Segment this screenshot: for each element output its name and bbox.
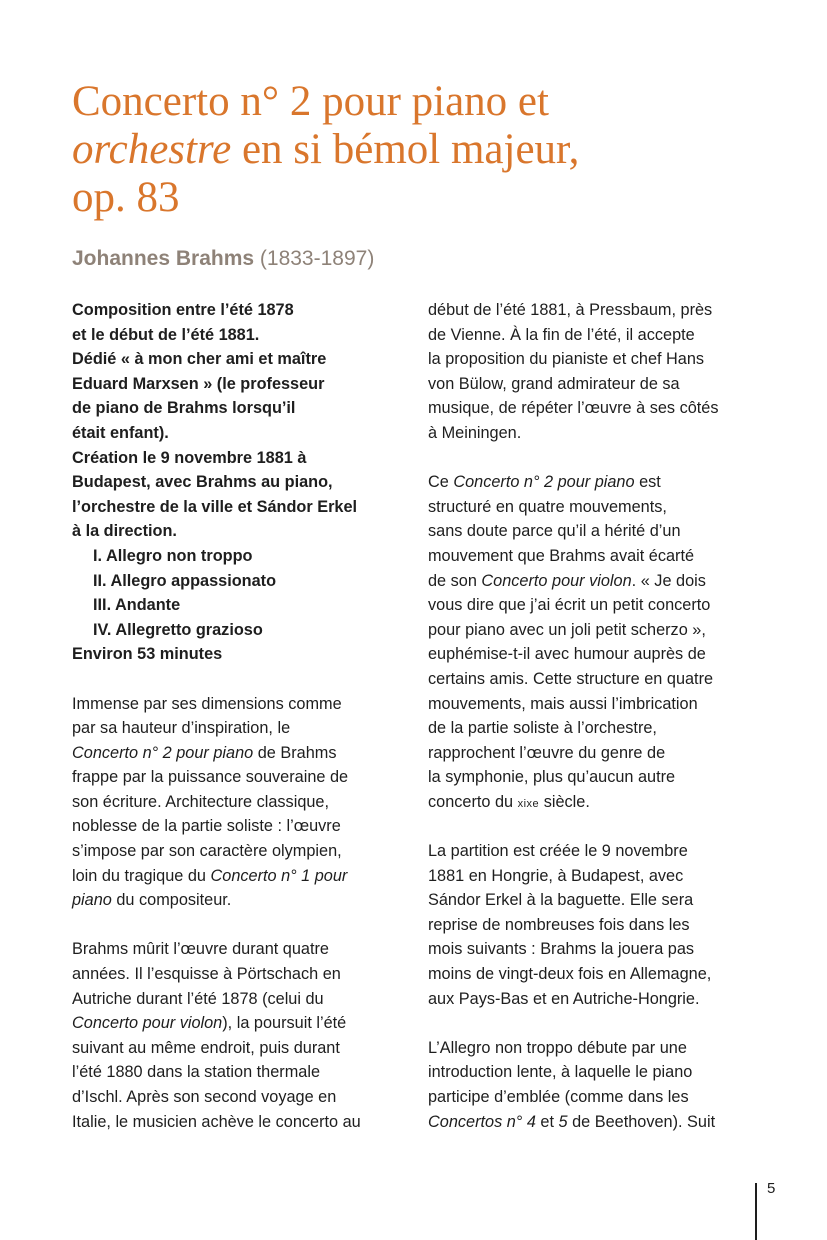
composer-heading	[72, 246, 374, 272]
text-line: d’Ischl. Après son second voyage en	[72, 1088, 337, 1106]
info-line: Dédié « à mon cher ami et maître	[72, 350, 327, 369]
text-line: vous dire que j’ai écrit un petit concerto	[428, 596, 711, 615]
title-line-1: Concerto n° 2 pour piano et	[72, 78, 549, 125]
work-title: Concertos n° 4	[428, 1112, 536, 1131]
text-line: euphémise-t-il avec humour auprès de	[428, 645, 706, 664]
page-number-rule	[755, 1183, 757, 1240]
text-line: L’Allegro non troppo débute par une	[428, 1038, 687, 1057]
text-line: à Meiningen.	[428, 423, 522, 442]
text-line	[428, 790, 758, 815]
text-line: Brahms mûrit l’œuvre durant quatre	[72, 940, 329, 959]
left-column	[72, 298, 402, 1134]
movement-item: IV. Allegretto grazioso	[93, 620, 263, 639]
text-fragment: concerto du	[428, 792, 518, 811]
text-line: suivant au même endroit, puis durant	[72, 1038, 340, 1057]
text-line: l’été 1880 dans la station thermale	[72, 1063, 320, 1082]
text-line: sans doute parce qu’il a hérité d’un	[428, 522, 681, 541]
paragraph-genesis	[72, 937, 402, 1134]
text-fragment: et	[535, 1112, 559, 1131]
info-line: à la direction.	[72, 522, 177, 541]
text-line: noblesse de la partie soliste : l’œuvre	[72, 817, 341, 836]
text-line: frappe par la puissance souveraine de	[72, 768, 349, 787]
info-line: Eduard Marxsen » (le professeur	[72, 374, 325, 393]
paragraph-structure	[428, 470, 758, 814]
paragraph-premiere	[428, 839, 758, 1011]
text-line: son écriture. Architecture classique,	[72, 792, 330, 811]
work-title: Concerto n° 2 pour piano	[72, 743, 254, 762]
text-line: moins de vingt-deux fois en Allemagne,	[428, 965, 712, 984]
work-title: 5	[558, 1112, 568, 1131]
text-line: Italie, le musicien achève le concerto au	[72, 1112, 361, 1131]
info-line: de piano de Brahms lorsqu’il	[72, 399, 296, 418]
composer-dates: (1833-1897)	[259, 247, 375, 270]
text-fragment: est	[634, 473, 661, 492]
movement-item: II. Allegro appassionato	[93, 571, 277, 590]
work-title: Concerto pour violon	[481, 571, 632, 590]
text-line: années. Il l’esquisse à Pörtschach en	[72, 965, 341, 984]
text-line: mouvements, mais aussi l’imbrication	[428, 694, 698, 713]
text-line: mois suivants : Brahms la jouera pas	[428, 940, 695, 959]
info-block	[72, 298, 402, 667]
info-line: Budapest, avec Brahms au piano,	[72, 473, 333, 492]
work-title: Concerto pour violon	[72, 1014, 223, 1033]
title-line-3: op. 83	[72, 174, 180, 221]
text-line: par sa hauteur d’inspiration, le	[72, 719, 291, 738]
title-italic-word: orchestre	[72, 126, 232, 173]
text-line: 1881 en Hongrie, à Budapest, avec	[428, 866, 684, 885]
text-line: de la partie soliste à l’orchestre,	[428, 719, 657, 738]
text-line: Autriche durant l’été 1878 (celui du	[72, 989, 324, 1008]
text-line: certains amis. Cette structure en quatre	[428, 669, 714, 688]
text-fragment: du compositeur.	[111, 891, 232, 910]
paragraph-completion	[428, 298, 758, 446]
text-fragment: . « Je dois	[631, 571, 706, 590]
text-line: la proposition du pianiste et chef Hans	[428, 350, 705, 369]
text-line: Sándor Erkel à la baguette. Elle sera	[428, 891, 694, 910]
right-column	[428, 298, 758, 1134]
text-line: structuré en quatre mouvements,	[428, 497, 667, 516]
text-line	[72, 864, 402, 889]
text-line: von Bülow, grand admirateur de sa	[428, 374, 680, 393]
text-line: Immense par ses dimensions comme	[72, 694, 342, 713]
text-fragment: loin du tragique du	[72, 866, 211, 885]
page-number: 5	[767, 1180, 776, 1197]
page-title	[72, 78, 772, 222]
text-line: mouvement que Brahms avait écarté	[428, 546, 695, 565]
text-line: s’impose par son caractère olympien,	[72, 842, 342, 861]
text-line	[72, 888, 402, 913]
text-fragment: de Beethoven). Suit	[567, 1112, 716, 1131]
text-line: la symphonie, plus qu’aucun autre	[428, 768, 676, 787]
text-fragment: de son	[428, 571, 482, 590]
movement-item: III. Andante	[93, 596, 181, 615]
info-line: était enfant).	[72, 423, 169, 442]
text-line: La partition est créée le 9 novembre	[428, 842, 688, 861]
text-line: rapprochent l’œuvre du genre de	[428, 743, 666, 762]
paragraph-allegro	[428, 1036, 758, 1134]
work-title: Concerto n° 1 pour	[210, 866, 348, 885]
info-line: Création le 9 novembre 1881 à	[72, 448, 307, 467]
text-line: reprise de nombreuses fois dans les	[428, 915, 690, 934]
text-line	[72, 1011, 402, 1036]
text-fragment: ), la poursuit l’été	[222, 1014, 347, 1033]
text-line	[428, 569, 758, 594]
info-line: et le début de l’été 1881.	[72, 325, 260, 344]
duration: Environ 53 minutes	[72, 645, 223, 664]
movement-item: I. Allegro non troppo	[93, 546, 253, 565]
text-line: aux Pays-Bas et en Autriche-Hongrie.	[428, 989, 700, 1008]
text-line	[428, 1110, 758, 1135]
text-line: introduction lente, à laquelle le piano	[428, 1063, 693, 1082]
info-line: l’orchestre de la ville et Sándor Erkel	[72, 497, 358, 516]
work-title: Concerto n° 2 pour piano	[453, 473, 635, 492]
text-line	[72, 741, 402, 766]
text-line: de Vienne. À la fin de l’été, il accepte	[428, 325, 695, 344]
text-line: pour piano avec un joli petit scherzo »,	[428, 620, 706, 639]
composer-name: Johannes Brahms	[72, 247, 255, 270]
text-fragment: Ce	[428, 473, 454, 492]
text-line: participe d’emblée (comme dans les	[428, 1088, 689, 1106]
title-line-2	[72, 126, 772, 174]
paragraph-intro	[72, 692, 402, 913]
text-line	[428, 470, 758, 495]
text-fragment: de Brahms	[253, 743, 337, 762]
text-line: début de l’été 1881, à Pressbaum, près	[428, 301, 713, 319]
text-line: musique, de répéter l’œuvre à ses côtés	[428, 399, 719, 418]
text-fragment: siècle.	[539, 792, 590, 811]
info-line: Composition entre l’été 1878	[72, 301, 294, 319]
work-title: piano	[72, 891, 112, 910]
century-numeral: xixe	[517, 797, 540, 810]
title-line-2-rest: en si bémol majeur,	[231, 126, 580, 173]
